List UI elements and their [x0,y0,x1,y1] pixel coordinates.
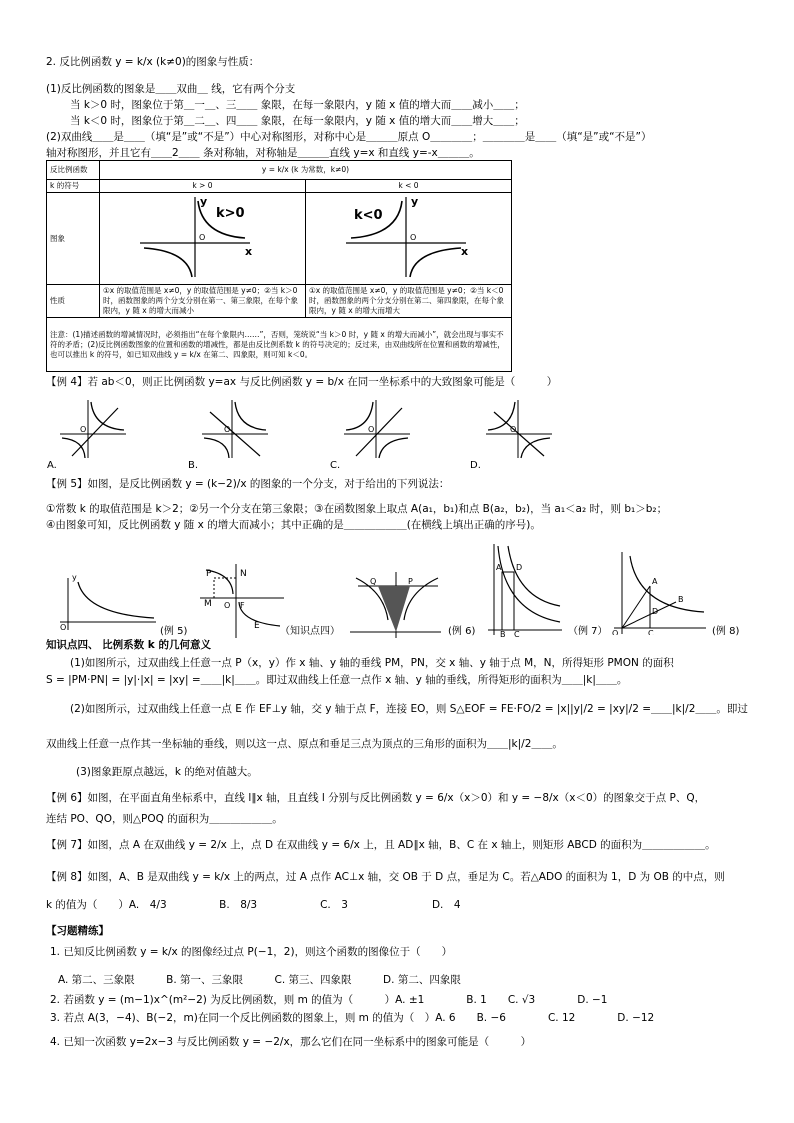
sec2-line3: 当 k＞0 时，图象位于第＿一＿、三＿＿ 象限，在每一象限内，y 随 x 值的增大而＿＿减小＿＿； [70,99,525,111]
svg-text:M: M [204,599,212,609]
ex6-line1: 【例 6】如图，在平面直角坐标系中，直线 l∥x 轴，且直线 l 分别与反比例函数 y = 6/x（x＞0）和 y = −8/x（x＜0）的图象交于点 P、Q， [46,792,706,804]
fig-ex5 [58,570,158,632]
fig-ex6-caption: (例 6) [448,626,476,637]
svg-text:E: E [254,621,260,631]
svg-text:B: B [678,595,684,604]
graph-k-positive [100,193,305,281]
svg-text:A: A [496,563,502,572]
k4-p1a: (1)如图所示，过双曲线上任意一点 P（x，y）作 x 轴、y 轴的垂线 PM，PN，交 x 轴、y 轴于点 M，N，所得矩形 PMON 的面积 [70,657,674,669]
fig-ex7-caption: （例 7） [568,626,608,637]
svg-text:Q: Q [370,577,377,586]
practice-q1-options: A. 第二、三象限 B. 第一、三象限 C. 第三、四象限 D. 第二、四象限 [58,974,461,986]
sec2-line6: 轴对称图形，并且它有＿＿2＿＿ 条对称轴，对称轴是＿＿＿直线 y=x 和直线 y=-x＿＿＿。 [46,147,480,159]
practice-q4: 4. 已知一次函数 y=2x−3 与反比例函数 y = −2/x，那么它们在同一坐标系中的图象可能是（ ） [50,1036,532,1048]
ex8-line2: k 的值为（ ）A. 4/3 B. 8/3 C. 3 D. 4 [46,899,461,911]
ex4-graph-a [58,398,128,460]
practice-q2: 2. 若函数 y = (m−1)x^(m²−2) 为反比例函数，则 m 的值为（ ）A. ±1 B. 1 C. √3 D. −1 [50,994,608,1006]
k4-title: 知识点四、 比例系数 k 的几何意义 [46,639,211,651]
row-sign-head: k 的符号 [47,180,100,193]
ex6-line2: 连结 PO、QO，则△POQ 的面积为＿＿＿＿＿＿。 [46,813,283,825]
fig-ex6 [348,570,443,640]
ex4-option-d: D. [470,460,481,471]
row-sign-positive: k > 0 [100,180,306,193]
practice-q1: 1. 已知反比例函数 y = k/x 的图像经过点 P(−1，2)，则这个函数的图像位于（ ） [50,946,453,958]
ex4-option-a: A. [47,460,57,471]
k4-p2a: (2)如图所示，过双曲线上任意一点 E 作 EF⊥y 轴，交 y 轴于点 F，连接 EO，则 S△EOF = FE·FO/2 = |x||y|/2 = |xy|/2 =＿＿|k|/2＿＿。即过 [70,703,748,715]
svg-text:O: O [224,601,231,610]
property-k-negative: ①x 的取值范围是 x≠0，y 的取值范围是 y≠0；②当 k＜0 时，函数图象的两个分支分别在第二、第四象限，在每个象限内，y 随 x 的增大而增大 [306,285,512,318]
graph-k-negative-cell [306,193,512,285]
ex4-option-c: C. [330,460,341,471]
ex4-question: 【例 4】若 ab＜0，则正比例函数 y=ax 与反比例函数 y = b/x 在同一坐标系中的大致图象可能是（ ） [46,376,558,388]
svg-text:D: D [652,607,659,616]
fig-ex5-caption: (例 5) [160,626,188,637]
ex5-line2: ①常数 k 的取值范围是 k＞2；②另一个分支在第三象限；③在函数图象上取点 A(a₁，b₁)和点 B(a₂，b₂)，当 a₁＜a₂ 时，则 b₁＞b₂； [46,503,668,515]
ex7-text: 【例 7】如图，点 A 在双曲线 y = 2/x 上，点 D 在双曲线 y = 6/x 上，且 AD∥x 轴，B、C 在 x 轴上，则矩形 ABCD 的面积为＿＿＿＿＿＿。 [46,839,716,851]
svg-text:O: O [510,425,517,434]
origin-label: O [199,233,206,242]
svg-text:F: F [240,601,245,610]
svg-text:O: O [368,425,375,434]
row-sign-negative: k < 0 [306,180,512,193]
row-graph-head: 图象 [47,193,100,285]
svg-text:y: y [72,573,77,582]
svg-text:P: P [408,577,413,586]
sec2-line5: (2)双曲线＿＿是＿＿（填“是”或“不是”）中心对称图形，对称中心是＿＿＿原点 O＿＿＿＿；＿＿＿＿是＿＿（填“是”或“不是”） [46,131,652,143]
ex4-graph-d [484,398,554,460]
fig-ex7 [484,542,564,637]
svg-text:N: N [240,569,247,579]
sec2-line4: 当 k＜0 时，图象位于第＿二＿、四＿＿ 象限，在每一象限内，y 随 x 值的增大而＿＿增大＿＿； [70,115,525,127]
ex5-line3: ④由图象可知，反比例函数 y 随 x 的增大而减小；其中正确的是＿＿＿＿＿＿(在横线上填出正确的序号)。 [46,519,541,531]
practice-title: 【习题精练】 [46,925,109,937]
fig-knowledge4-caption: （知识点四） [280,626,340,637]
fig-ex8 [608,550,708,635]
svg-text:O: O [80,425,87,434]
svg-text:C: C [514,630,520,637]
k-negative-label: k<0 [354,208,383,223]
ex5-line1: 【例 5】如图，是反比例函数 y = (k−2)/x 的图象的一个分支，对于给出的下列说法： [46,478,450,490]
row-function-head: 反比例函数 [47,161,100,180]
axis-x-label: x [245,245,253,258]
sec2-line1: 2. 反比例函数 y = k/x (k≠0)的图象与性质： [46,56,260,68]
svg-text:O: O [224,425,231,434]
k4-p3: (3)图象距原点越远，k 的绝对值越大。 [76,766,258,778]
ex4-option-b: B. [188,460,199,471]
practice-q3: 3. 若点 A(3，−4)、B(−2，m)在同一个反比例函数的图象上，则 m 的值为（ ）A. 6 B. −6 C. 12 D. −12 [50,1012,655,1024]
fig-knowledge4 [196,560,286,640]
table-note: 注意：(1)描述函数的增减情况时，必须指出“在每个象限内……”，否则，笼统说“当 k＞0 时，y 随 x 的增大而减小”，就会出现与事实不符的矛盾；(2)反比例函数图象的位置和函数的增减性，都是由反比例系数 k 的符号决定的；反过来，由双曲线所在位置和函数的增减性，也可以推出 k 的符号，如已知双曲线 y = k/x 在第二、四象限，则可知 k＜0。 [47,318,512,372]
graph-k-positive-cell [100,193,306,285]
svg-text:A: A [652,577,658,586]
fig-ex8-caption: (例 8) [712,626,740,637]
svg-text:B: B [500,630,506,637]
svg-text:O: O [410,233,417,242]
ex8-line1: 【例 8】如图，A、B 是双曲线 y = k/x 上的两点，过 A 点作 AC⊥x 轴，交 OB 于 D 点，垂足为 C。若△ADO 的面积为 1，D 为 OB 的中点，则 [46,871,725,883]
ex4-graph-c [342,398,412,460]
sec2-line2: (1)反比例函数的图象是＿＿双曲＿ 线，它有两个分支 [46,83,296,95]
row-function-value: y = k/x (k 为常数，k≠0) [100,161,512,180]
svg-text:C: C [648,629,654,635]
k-positive-label: k>0 [216,206,245,221]
graph-k-negative [306,193,511,281]
svg-text:D: D [516,563,523,572]
k4-p1b: S = |PM·PN| = |y|·|x| = |xy| =＿＿|k|＿＿。即过双曲线上任意一点作 x 轴、y 轴的垂线，所得矩形的面积为＿＿|k|＿＿。 [46,674,628,686]
row-property-head: 性质 [47,285,100,318]
svg-text:P: P [206,569,212,579]
svg-text:O: O [60,623,67,632]
ex4-graph-b [200,398,270,460]
svg-text:O: O [612,629,619,635]
axis-y-label: y [200,195,208,208]
svg-text:y: y [411,195,419,208]
svg-text:x: x [461,245,469,258]
properties-table [46,160,512,372]
property-k-positive: ①x 的取值范围是 x≠0，y 的取值范围是 y≠0；②当 k＞0 时，函数图象的两个分支分别在第一、第三象限，在每个象限内，y 随 x 的增大而减小 [100,285,306,318]
k4-p2b: 双曲线上任意一点作其一坐标轴的垂线，则以这一点、原点和垂足三点为顶点的三角形的面积为＿＿|k|/2＿＿。 [46,738,563,750]
